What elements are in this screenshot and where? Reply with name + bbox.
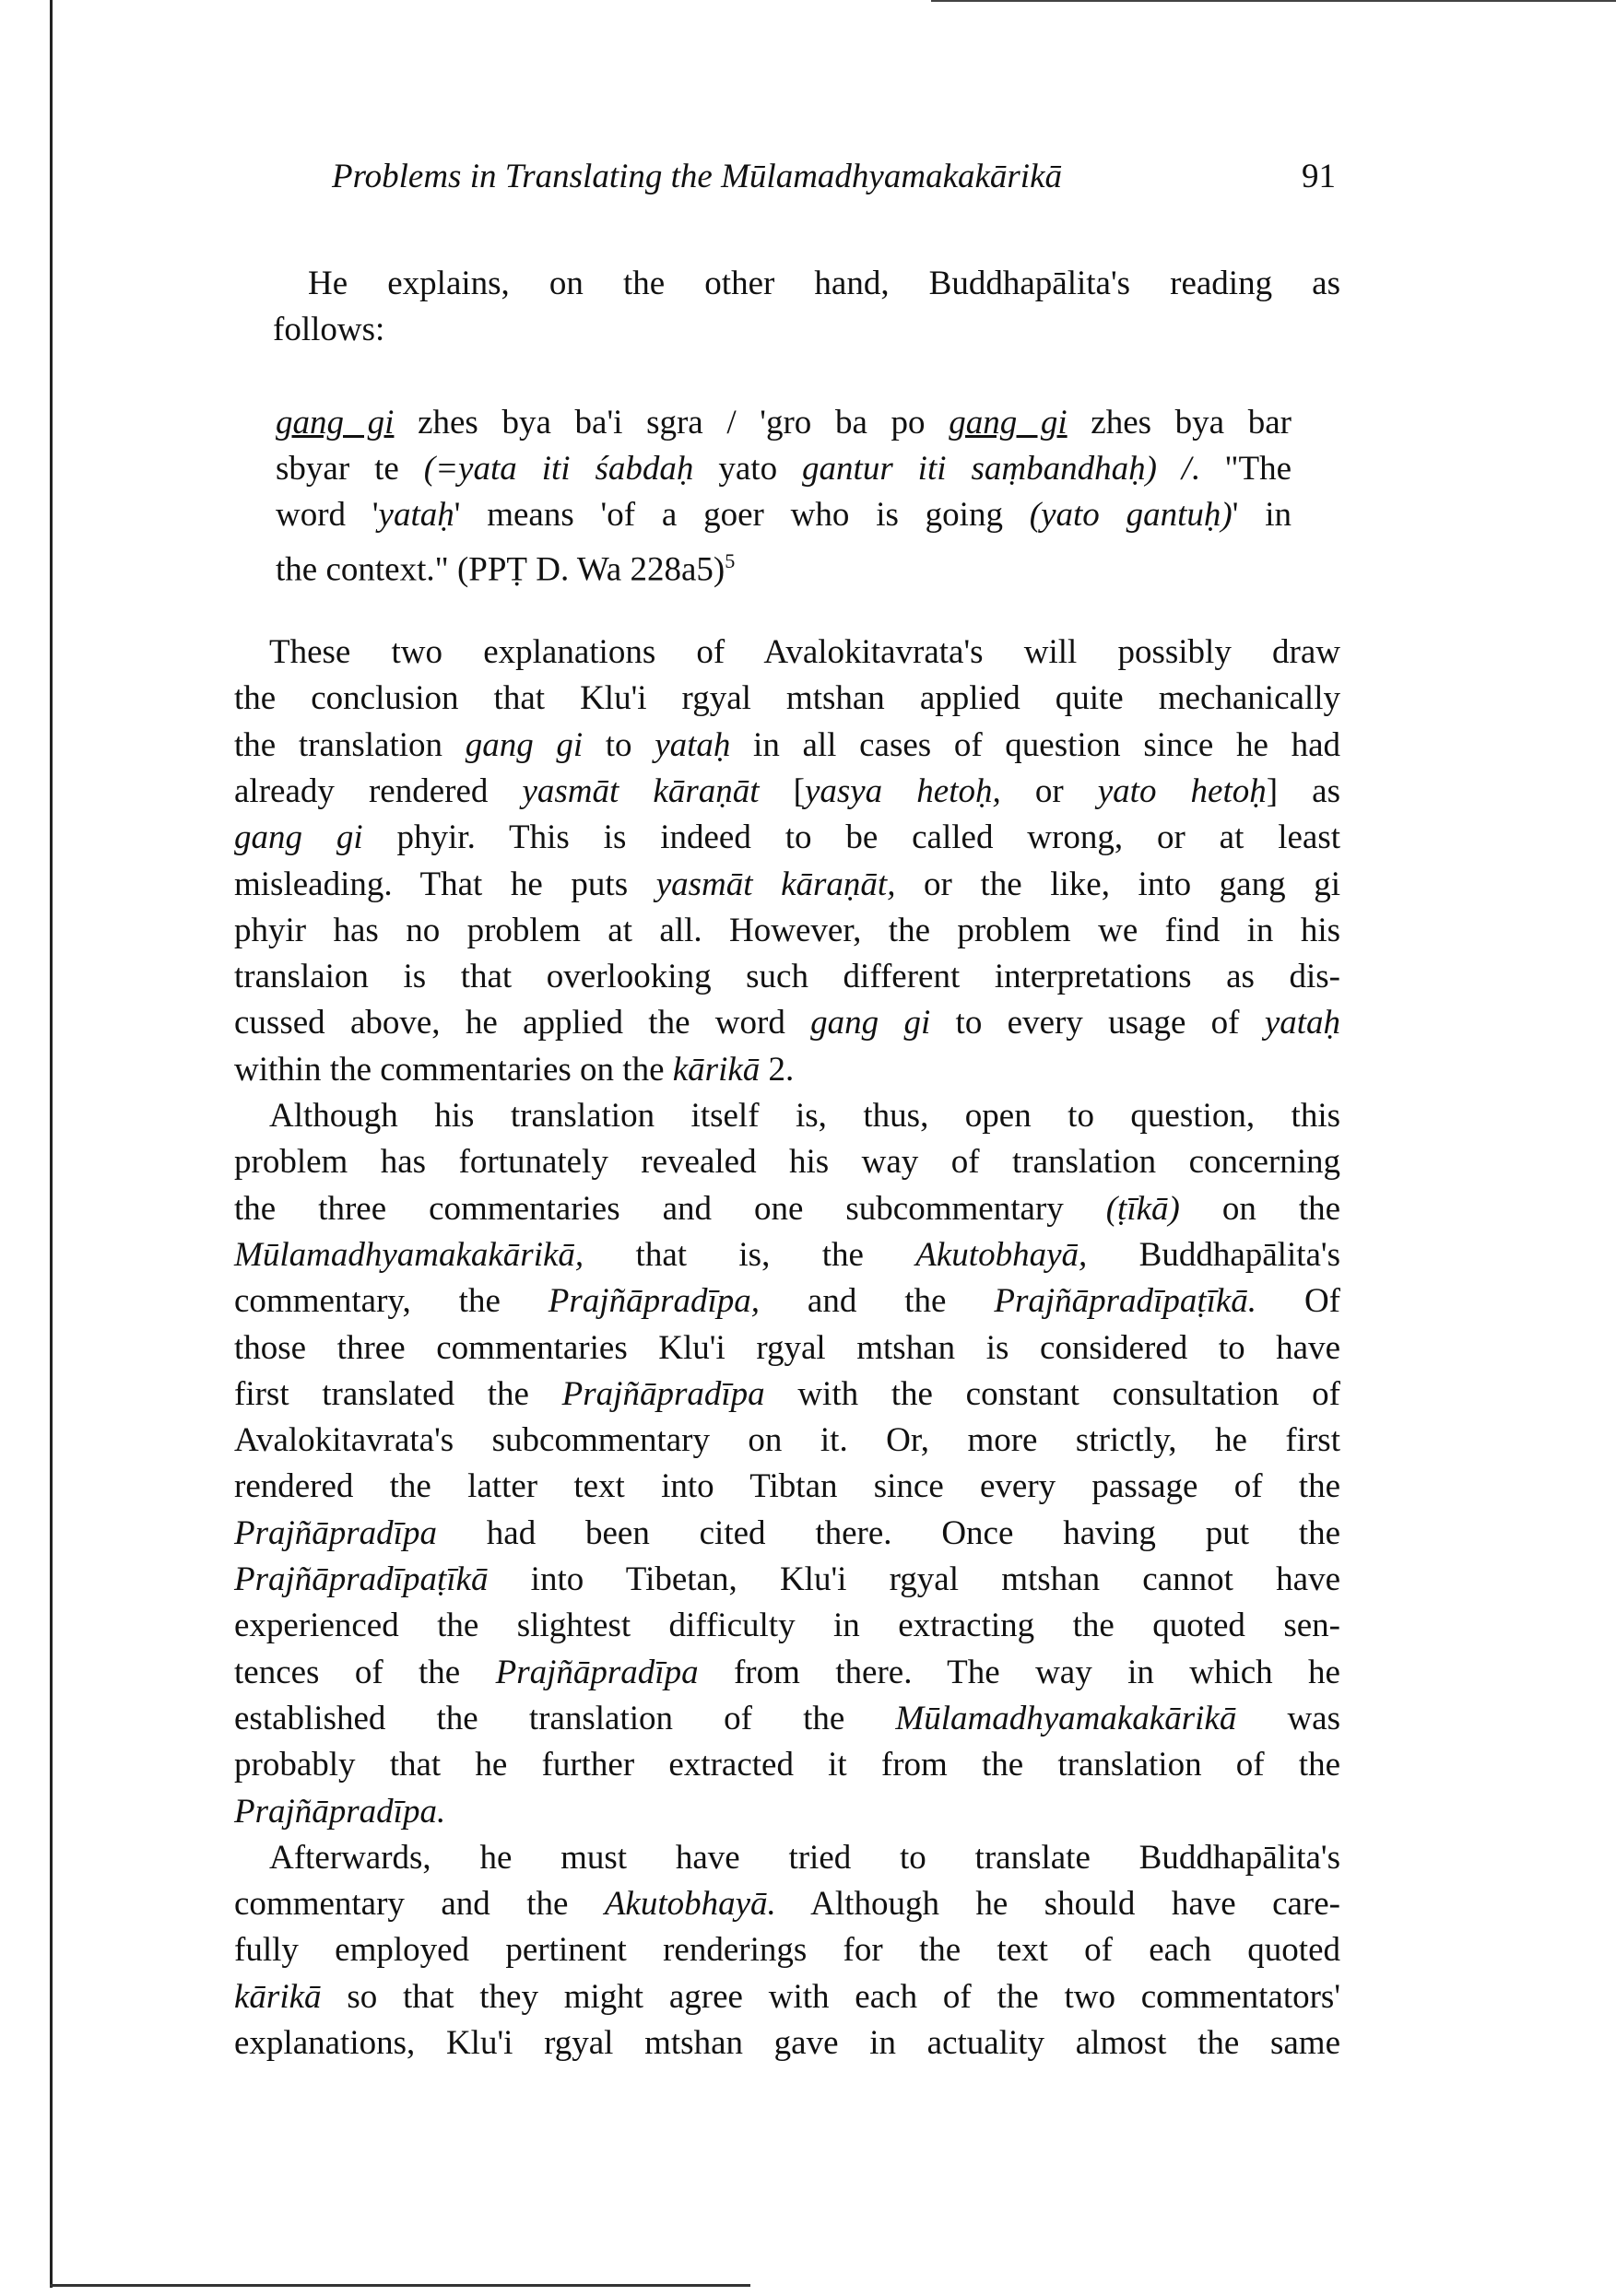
text-run: the context." (PPṬ D. Wa 228a5) — [276, 550, 725, 589]
text-run: . "The — [1191, 450, 1292, 488]
italic-term: yataḥ — [1264, 1004, 1341, 1042]
italic-term: yasmāt kāraṇāt, — [655, 865, 896, 903]
body-line — [234, 1232, 1340, 1278]
text-run: zhes bya bar — [1067, 404, 1292, 442]
text-run: misleading. That he puts — [234, 865, 656, 903]
page-top-edge — [931, 0, 1616, 2]
italic-term: gang gi — [810, 1004, 931, 1042]
text-run: Buddhapālita's — [1087, 1235, 1340, 1274]
text-run: probably that he further extracted it from the translation of the — [234, 1746, 1340, 1784]
body-line — [234, 1603, 1340, 1649]
text-run: with the constant consultation of — [764, 1374, 1340, 1413]
body-line — [234, 723, 1340, 769]
text-run: the conclusion that Klu'i rgyal mtshan applied quite mechanically — [234, 679, 1340, 718]
body-line — [234, 769, 1340, 815]
quote-line — [276, 492, 1292, 538]
text-run: yato — [693, 450, 803, 488]
body-line — [234, 1650, 1340, 1696]
italic-term: yasya hetoḥ, — [804, 771, 1001, 810]
text-run: already rendered — [234, 771, 523, 810]
body-line — [234, 1789, 1340, 1835]
text-run: phyir. This is indeed to be called wrong, or at least — [362, 818, 1341, 857]
body-line — [234, 954, 1340, 1000]
body-line — [234, 1927, 1340, 1973]
text-run: the three commentaries and one subcommentary — [234, 1189, 1106, 1228]
text-run: was — [1236, 1699, 1340, 1737]
text-run: to — [583, 725, 655, 764]
text-run: follows: — [273, 311, 385, 348]
body-line — [269, 1093, 1340, 1139]
body-line — [234, 1464, 1340, 1510]
body-line — [234, 1372, 1340, 1418]
text-run: so that they might agree with each of the two commentators' — [321, 1977, 1340, 2016]
text-run: He explains, on the other hand, Buddhapālita's reading as — [308, 265, 1340, 302]
body-line — [234, 1278, 1340, 1325]
italic-term: (=yata iti śabdaḥ — [423, 450, 694, 488]
body-line — [234, 1047, 1340, 1093]
italic-term: kārikā — [672, 1050, 761, 1089]
text-run: [ — [759, 771, 805, 810]
quote-line — [276, 400, 1292, 446]
text-run: 2. — [760, 1050, 795, 1089]
body-line — [234, 1000, 1340, 1046]
text-run: or — [1000, 771, 1098, 810]
text-run: that is, the — [584, 1235, 916, 1274]
italic-term: gantur iti saṃbandhaḥ) / — [802, 450, 1192, 488]
italic-term: Prajñāpradīpaṭīkā — [234, 1560, 489, 1598]
body-line — [234, 908, 1340, 954]
italic-term: Akutobhayā. — [604, 1885, 776, 1924]
italic-term: Mūlamadhyamakakārikā — [895, 1699, 1237, 1737]
text-run: or the like, into gang gi — [895, 865, 1340, 903]
body-line — [234, 1742, 1340, 1788]
quote-line — [276, 446, 1292, 492]
page-bottom-edge — [50, 2284, 750, 2287]
italic-term: Prajñāpradīpa, — [548, 1282, 761, 1321]
body-line — [234, 815, 1340, 861]
italic-term: Prajñāpradīpa — [561, 1374, 765, 1413]
text-run: explanations, Klu'i rgyal mtshan gave in actuality almost the same — [234, 2024, 1340, 2062]
text-run: established the translation of the — [234, 1699, 896, 1737]
text-run: Although his translation itself is, thus, open to question, this — [269, 1097, 1340, 1135]
text-run: zhes bya ba'i sgra / 'gro ba po — [394, 404, 950, 442]
italic-term: yato hetoḥ — [1097, 771, 1267, 810]
text-run: commentary, the — [234, 1282, 548, 1321]
text-run: the translation — [234, 725, 466, 764]
text-run: Afterwards, he must have tried to translate Buddhapālita's — [269, 1838, 1340, 1877]
text-run: first translated the — [234, 1374, 562, 1413]
body-line — [269, 1835, 1340, 1881]
text-run: Avalokitavrata's subcommentary on it. Or, more strictly, he first — [234, 1421, 1340, 1460]
italic-term: Prajñāpradīpaṭīkā. — [994, 1282, 1257, 1321]
quote-line — [276, 538, 1292, 593]
text-run: in all cases of question since he had — [730, 725, 1340, 764]
italic-term: yataḥ — [378, 496, 454, 534]
text-run: Although he should have care- — [775, 1885, 1340, 1924]
body-line — [234, 1974, 1340, 2020]
text-run: fully employed pertinent renderings for the text of each quoted — [234, 1931, 1340, 1970]
paragraph1-line — [308, 261, 1340, 307]
italic-term: Mūlamadhyamakakārikā, — [234, 1235, 584, 1274]
text-run: 5 — [725, 549, 736, 572]
body-line — [234, 1511, 1340, 1557]
text-run: ' in — [1232, 496, 1292, 534]
text-run: problem has fortunately revealed his way of translation concerning — [234, 1143, 1340, 1182]
italic-term: gang gi — [949, 404, 1068, 442]
body-line — [234, 1325, 1340, 1372]
italic-term: Akutobhayā, — [915, 1235, 1088, 1274]
text-run: word ' — [276, 496, 379, 534]
body-line — [234, 1696, 1340, 1742]
text-run: to every usage of — [930, 1004, 1265, 1042]
text-run: These two explanations of Avalokitavrata's will possibly draw — [269, 633, 1340, 671]
text-run: into Tibetan, Klu'i rgyal mtshan cannot have — [488, 1560, 1340, 1598]
italic-term: (yato gantuḥ) — [1029, 496, 1233, 534]
text-run: phyir has no problem at all. However, the problem we find in his — [234, 911, 1340, 949]
body-line — [234, 1418, 1340, 1464]
body-line — [234, 2020, 1340, 2066]
italic-term: Prajñāpradīpa — [495, 1653, 699, 1691]
text-run: commentary and the — [234, 1885, 605, 1924]
italic-term: gang gi — [234, 818, 363, 857]
body-line — [234, 862, 1340, 908]
text-run: from there. The way in which he — [698, 1653, 1340, 1691]
body-line — [269, 630, 1340, 676]
text-run: Of — [1256, 1282, 1341, 1321]
text-run: ] as — [1266, 771, 1340, 810]
text-run: those three commentaries Klu'i rgyal mtshan is considered to have — [234, 1328, 1340, 1367]
paragraph1-line — [273, 307, 1340, 353]
text-run: rendered the latter text into Tibtan since every passage of the — [234, 1467, 1340, 1506]
text-run: had been cited there. Once having put the — [436, 1513, 1340, 1552]
body-line — [234, 676, 1340, 722]
italic-term: Prajñāpradīpa. — [234, 1792, 446, 1831]
italic-term: yasmāt kāraṇāt — [522, 771, 760, 810]
body-line — [234, 1881, 1340, 1927]
text-run: ' means 'of a goer who is going — [454, 496, 1030, 534]
body-line — [234, 1139, 1340, 1185]
italic-term: (ṭīkā) — [1105, 1189, 1180, 1228]
italic-term: Prajñāpradīpa — [234, 1513, 437, 1552]
page-number: 91 — [1302, 158, 1336, 195]
body-line — [234, 1186, 1340, 1232]
text-run: tences of the — [234, 1653, 496, 1691]
running-title: Problems in Translating the Mūlamadhyamakakārikā — [332, 158, 1063, 195]
text-run: within the commentaries on the — [234, 1050, 673, 1089]
text-run: cussed above, he applied the word — [234, 1004, 811, 1042]
italic-term: gang gi — [276, 404, 395, 442]
text-run: sbyar te — [276, 450, 424, 488]
text-run: translaion is that overlooking such different interpretations as dis- — [234, 958, 1340, 996]
text-run: on the — [1179, 1189, 1340, 1228]
italic-term: yataḥ — [655, 725, 731, 764]
body-line — [234, 1557, 1340, 1603]
italic-term: kārikā — [234, 1977, 322, 2016]
text-run: experienced the slightest difficulty in extracting the quoted sen- — [234, 1607, 1340, 1645]
italic-term: gang gi — [465, 725, 584, 764]
page-left-edge — [50, 0, 53, 2288]
text-run: and the — [760, 1282, 995, 1321]
